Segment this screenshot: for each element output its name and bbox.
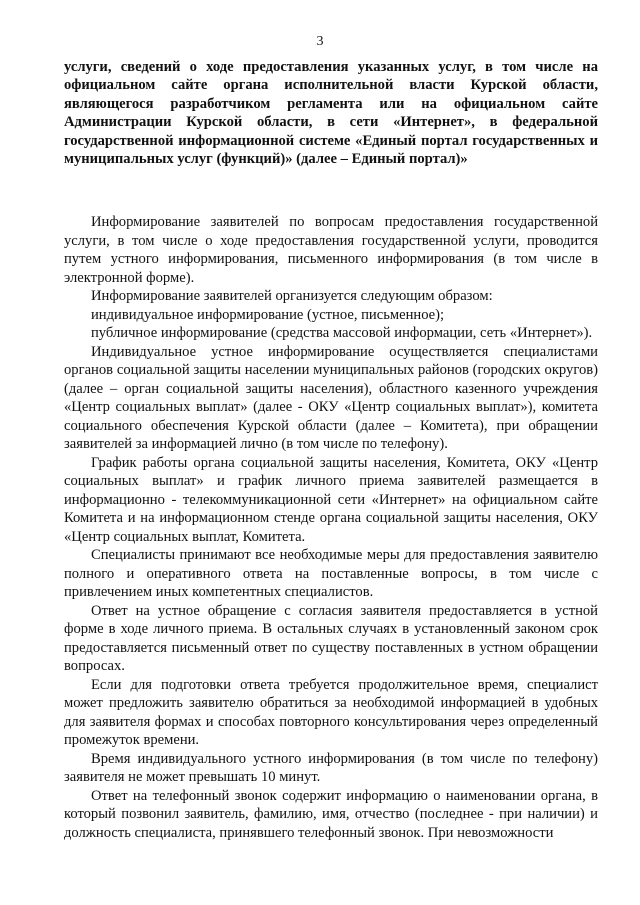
page-number: 3: [316, 34, 324, 49]
paragraph: График работы органа социальной защиты населения, Комитета, ОКУ «Центр социальных выплат» и график личного приема заявителей размещается в информационно - телекоммуникационной сети «Интернет» на официальном сайте Комитета и на информационном стенде органа социальной защиты населения, ОКУ «Центр социальных выплат, Комитета.: [64, 454, 598, 545]
paragraph: Информирование заявителей организуется следующим образом:: [91, 288, 493, 304]
paragraph: Ответ на устное обращение с согласия заявителя предоставляется в устной форме в ходе личного приема. В остальных случаях в установленный законом срок предоставляется письменный ответ по существу поставленных в устном обращении вопросах.: [64, 602, 598, 674]
paragraph: Индивидуальное устное информирование осуществляется специалистами органов социальной защиты населении муниципальных районов (городских округов) (далее – орган социальной защиты населения), областного казенного учреждения «Центр социальных выплат» (далее - ОКУ «Центр социальных выплат»), комитета социального обеспечения Курской области (далее – Комитета), при обращении заявителей за информацией лично (в том числе по телефону).: [64, 343, 598, 452]
paragraph: Ответ на телефонный звонок содержит информацию о наименовании органа, в который позвонил заявитель, фамилию, имя, отчество (последнее - при наличии) и должность специалиста, принявшего телефонный звонок. При невозможности: [64, 787, 598, 841]
paragraph: Время индивидуального устного информирования (в том числе по телефону) заявителя не может превышать 10 минут.: [64, 750, 598, 785]
body-text: [64, 213, 598, 842]
paragraph: индивидуальное информирование (устное, письменное);: [91, 306, 445, 323]
paragraph: Информирование заявителей по вопросам предоставления государственной услуги, в том числе о ходе предоставления государственной услуги, проводится путем устного информирования, письменного информирования (в том числе в электронной форме).: [64, 214, 598, 286]
paragraph: Если для подготовки ответа требуется продолжительное время, специалист может предложить заявителю обратиться за необходимой информацией в удобных для заявителя формах и способах повторного консультирования через определенный промежуток времени.: [64, 676, 598, 748]
paragraph: публичное информирование (средства массовой информации, сеть «Интернет»).: [91, 325, 593, 341]
paragraph: Специалисты принимают все необходимые меры для предоставления заявителю полного и оперативного ответа на поставленные вопросы, в том числе с привлечением иных компетентных специалистов.: [64, 547, 598, 600]
heading-text: услуги, сведений о ходе предоставления указанных услуг, в том числе на официальном сайте органа исполнительной власти Курской области, являющегося разработчиком регламента или на официальном сайте Администрации Курской области, в сети «Интернет», в федеральной государственной информационной системе «Единый портал государственных и муниципальных услуг (функций)» (далее – Единый портал)»: [64, 59, 598, 168]
heading-block: [64, 58, 598, 168]
